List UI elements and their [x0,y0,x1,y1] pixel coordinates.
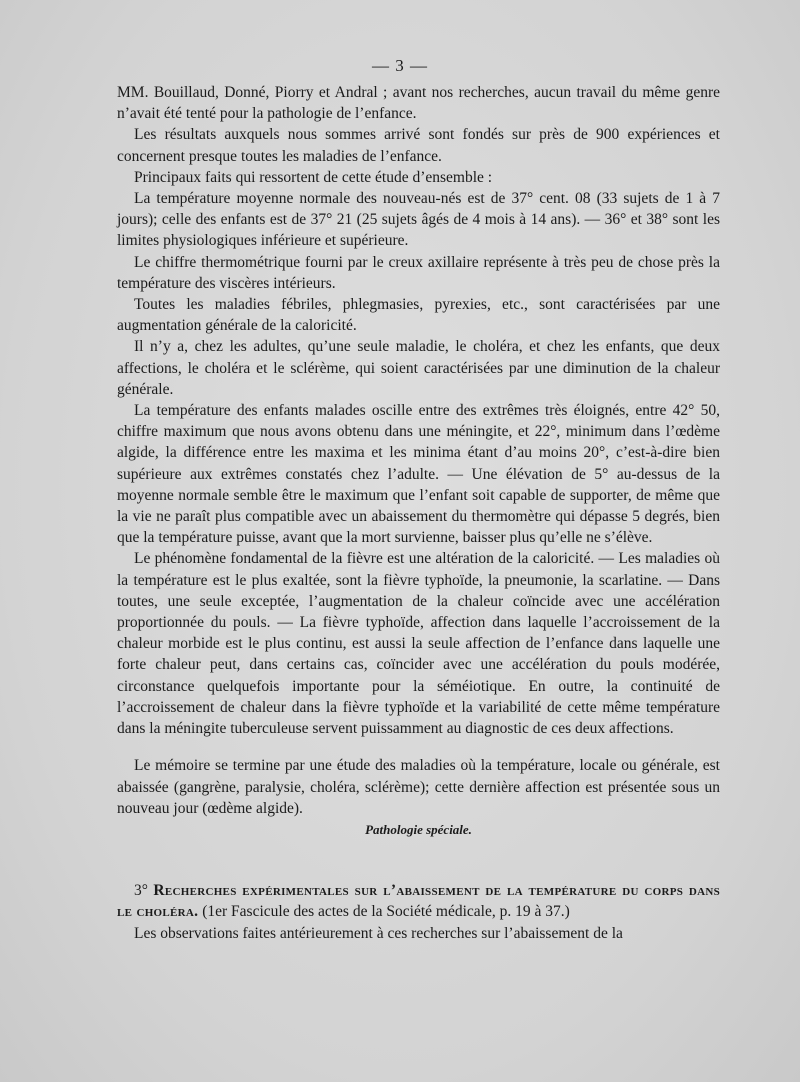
paragraph: Le phénomène fondamental de la fièvre est une altération de la caloricité. — Les maladies où la température est le plus exaltée, sont la fièvre typhoïde, la pneumonie, la scarlatine. — Dans toutes, une seule exceptée, l’augmentation de la chaleur coïncide avec une accélération proportionnée du pouls. — La fièvre typhoïde, affection dans laquelle l’accroissement de la chaleur morbide est le plus continu, est aussi la seule affection de l’enfance dans laquelle une forte chaleur peut, dans certains cas, coïncider avec une accélération du pouls modérée, circonstance quelquefois importante pour la séméiotique. En outre, la continuité de l’accroissement de chaleur dans la fièvre typhoïde et la variabilité de cette même température dans la méningite tuberculeuse servent puissamment au diagnostic de ces deux affections. [117,550,720,738]
last-paragraph: Les observations faites antérieurement à ces recherches sur l’abaissement de la [134,924,623,942]
paragraph: MM. Bouillaud, Donné, Piorry et Andral ; avant nos recherches, aucun travail du même genre n’avait été tenté pour la pathologie de l’enfance. [117,84,720,123]
body-text [117,82,720,944]
paragraph: Les résultats auxquels nous sommes arrivé sont fondés sur près de 900 expériences et concernent presque toutes les maladies de l’enfance. [117,126,720,165]
closing-paragraph: Le mémoire se termine par une étude des maladies où la température, locale ou générale, est abaissée (gangrène, paralysie, choléra, sclérème); cette dernière affection est présentée sous un nouveau jour (œdème algide). [117,757,720,817]
section-title: Recherches expérimentales sur l’abaissement de la température du corps dans le choléra. [117,882,720,921]
page-number: — 3 — [372,56,428,75]
section-reference: (1er Fascicule des actes de la Société médicale, p. 19 à 37.) [202,903,570,921]
section-subheading: Pathologie spéciale. [365,821,472,837]
paragraph: La température moyenne normale des nouveau-nés est de 37° cent. 08 (33 sujets de 1 à 7 jours); celle des enfants est de 37° 21 (25 sujets âgés de 4 mois à 14 ans). — 36° et 38° sont les limites physiologiques inférieure et supérieure. [117,190,720,250]
paragraph: Toutes les maladies fébriles, phlegmasies, pyrexies, etc., sont caractérisées par une augmentation générale de la caloricité. [117,296,720,335]
section-heading [117,880,720,922]
paragraph: Il n’y a, chez les adultes, qu’une seule maladie, le choléra, et chez les enfants, que deux affections, le choléra et le sclérème, qui soient caractérisées par une diminution de la chaleur générale. [117,338,720,398]
section-number: 3° [134,882,148,900]
paragraph: La température des enfants malades oscille entre des extrêmes très éloignés, entre 42° 50, chiffre maximum que nous avons obtenu dans une méningite, et 22°, minimum dans l’œdème algide, la différence entre les maxima et les minima étant d’au moins 20°, c’est-à-dire bien supérieure aux extrêmes constatés chez l’adulte. — Une élévation de 5° au-dessus de la moyenne normale semble être le maximum que l’enfant soit capable de supporter, de même que la vie ne paraît plus compatible avec un abaissement du thermomètre qui dépasse 5 degrés, bien que la température puisse, avant que la mort survienne, baisser plus qu’elle ne s’élève. [117,402,720,547]
paragraph: Le chiffre thermométrique fourni par le creux axillaire représente à très peu de chose près la température des viscères intérieurs. [117,253,720,292]
paragraph: Principaux faits qui ressortent de cette étude d’ensemble : [134,168,493,186]
